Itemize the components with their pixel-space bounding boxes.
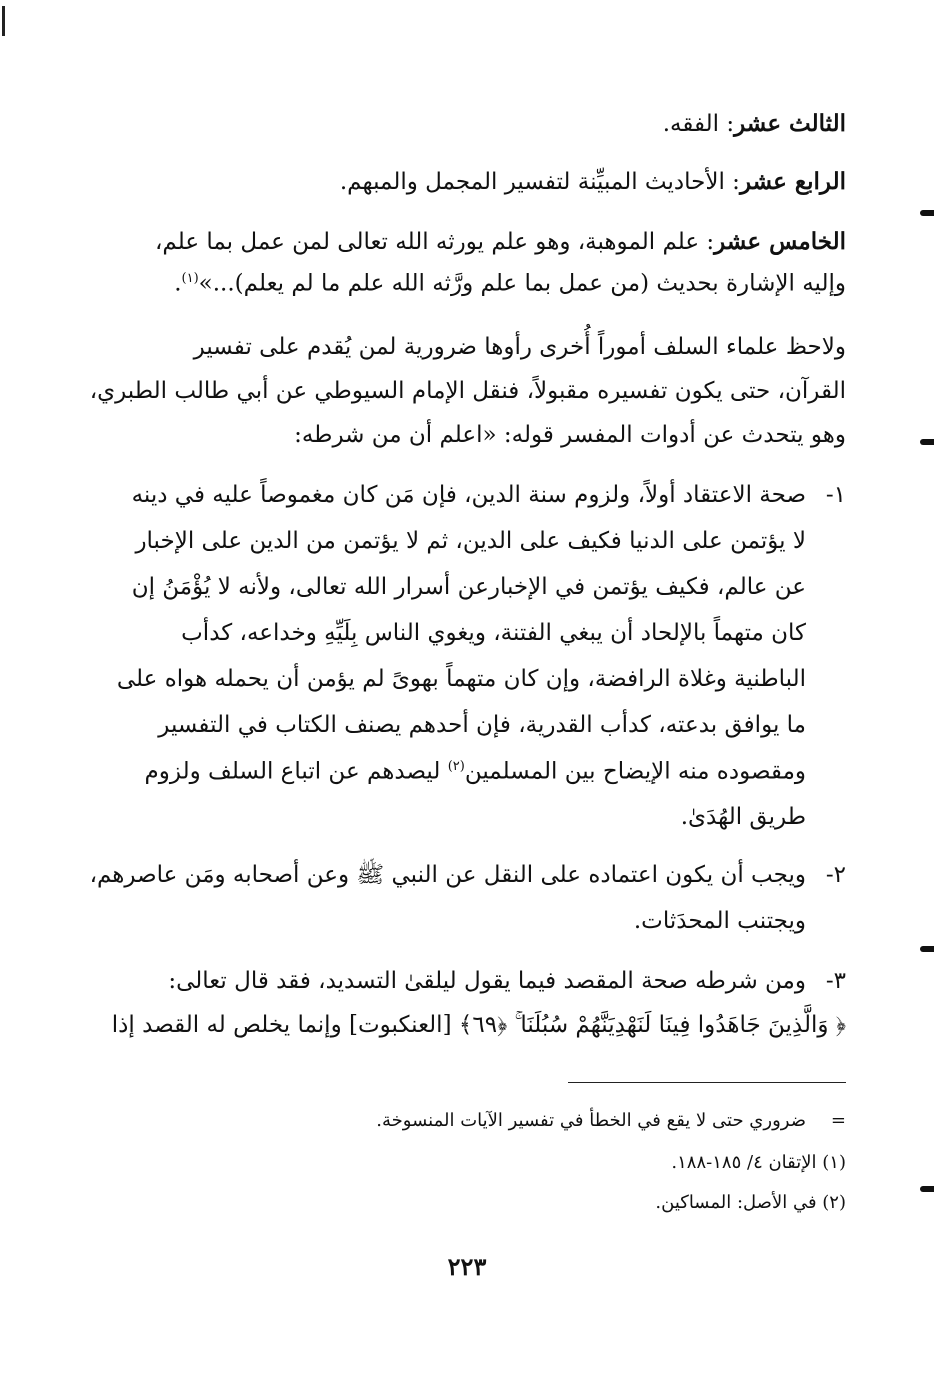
item-number: ١- xyxy=(825,482,846,508)
scan-edge-mark xyxy=(2,6,5,36)
text-line: وإليه الإشارة بحديث (من عمل بما علم ورَّثه الله علم ما لم يعلم)...»$^{(١)}$. xyxy=(174,270,846,297)
list-item-line: طريق الهُدَىٰ. xyxy=(680,804,806,830)
item-number: ٣- xyxy=(825,968,846,994)
entry-heading: الرابع عشر xyxy=(739,168,846,195)
list-entry-13 xyxy=(94,112,846,136)
list-item-line: كان متهماً بالإلحاد أن يبغي الفتنة، ويغوي الناس بِلَيِّهِ وخداعه، كدأب xyxy=(181,620,806,646)
entry-heading: الثالث عشر xyxy=(734,110,846,137)
list-item-3: ٣-ومن شرطه صحة المقصد فيما يقول ليلقىٰ التسديد، فقد قال تعالى: xyxy=(168,968,846,994)
footnote-ref: (١) xyxy=(181,271,199,286)
entry-text: : علم الموهبة، وهو علم يورثه الله تعالى لمن عمل بما علم، xyxy=(155,229,715,255)
footnote-continuation: =ضروري حتى لا يقع في الخطأ في تفسير الآيات المنسوخة. xyxy=(376,1110,846,1131)
footnote-2: (٢) في الأصل: المساكين. xyxy=(655,1192,846,1213)
entry-text: : الفقه. xyxy=(662,111,735,137)
list-item-line: عن عالم، فكيف يؤتمن في الإخبارعن أسرار الله تعالى، ولأنه لا يُؤْمَنُ إن xyxy=(131,574,806,600)
footnote-ref: (٢) xyxy=(447,759,465,774)
paragraph-line: القرآن، حتى يكون تفسيره مقبولاً، فنقل الإمام السيوطي عن أبي طالب الطبري، xyxy=(89,378,846,404)
list-item-line: لا يؤتمن على الدنيا فكيف على الدين، ثم لا يؤتمن من الدين على الإخبار xyxy=(135,528,806,554)
list-entry-14 xyxy=(94,170,846,194)
paragraph-line: وهو يتحدث عن أدوات المفسر قوله: «اعلم أن من شرطه: xyxy=(294,422,846,448)
scan-edge-mark xyxy=(920,210,934,216)
list-item-line: الباطنية وغلاة الرافضة، وإن كان متهماً بهوىً لم يؤمن أن يحمله هواه على xyxy=(116,666,806,692)
quran-verse-line: ﴿ وَالَّذِينَ جَاهَدُوا فِينَا لَنَهْدِيَنَّهُمْ سُبُلَنَا ۚ ﴿٦٩﴾ [العنكبوت] وإنما يخلص له القصد إذا xyxy=(111,1012,846,1038)
page-number: ٢٢٣ xyxy=(447,1252,487,1281)
scan-edge-mark xyxy=(920,1186,934,1192)
scan-edge-mark xyxy=(920,439,934,445)
item-number: ٢- xyxy=(825,862,846,888)
footnote-separator xyxy=(568,1082,846,1083)
list-item-line: ما يوافق بدعته، كدأب القدرية، فإن أحدهم يصنف الكتاب في التفسير xyxy=(158,712,806,738)
list-entry-15 xyxy=(94,230,846,254)
paragraph-line: ولاحظ علماء السلف أموراً أُخرى رأوها ضرورية لمن يُقدم على تفسير xyxy=(193,334,846,360)
list-item-1: ١-صحة الاعتقاد أولاً، ولزوم سنة الدين، فإن مَن كان مغموصاً عليه في دينه xyxy=(131,482,846,508)
footnote-1: (١) الإتقان ٤/ ١٨٥-١٨٨. xyxy=(671,1152,846,1173)
list-item-2: ٢-ويجب أن يكون اعتماده على النقل عن النبي ﷺ وعن أصحابه ومَن عاصرهم، xyxy=(89,862,846,888)
list-item-line: ومقصوده منه الإيضاح بين المسلمين$^{(٢)}$ ليصدهم عن اتباع السلف ولزوم xyxy=(144,758,806,785)
entry-heading: الخامس عشر xyxy=(714,228,846,255)
scan-edge-mark xyxy=(920,946,934,952)
list-item-line: ويجتنب المحدَثات. xyxy=(633,908,806,934)
entry-text: : الأحاديث المبيِّنة لتفسير المجمل والمبهم. xyxy=(339,169,740,195)
